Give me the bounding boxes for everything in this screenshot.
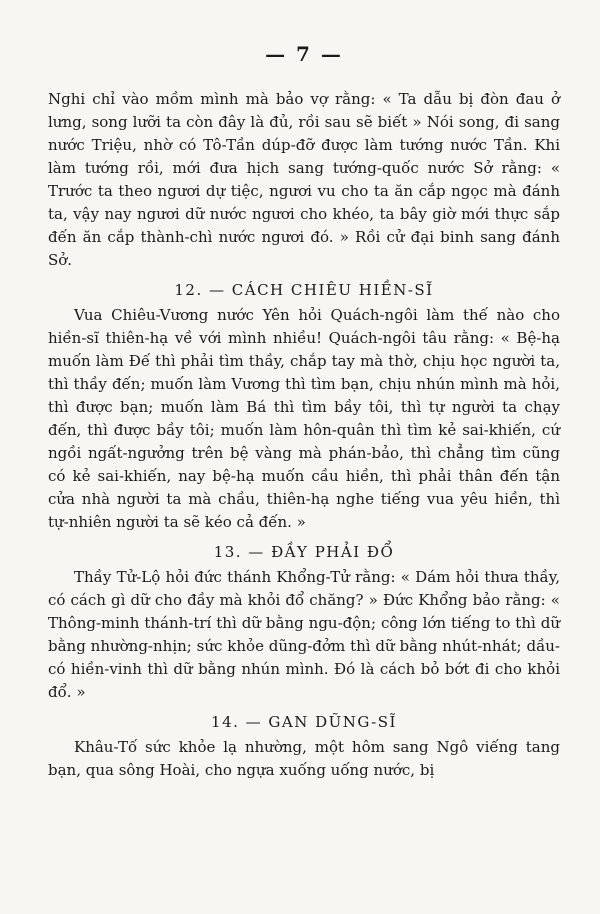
paragraph-section-12: Vua Chiêu-Vương nước Yên hỏi Quách-ngôi làm thế nào cho hiền-sĩ thiên-hạ về với mình nhiều! Quách-ngôi tâu rằng: « Bệ-hạ muốn làm Đế thì phải tìm thầy, chắp tay mà thờ, chịu học người ta, thì thầy đến; muốn làm Vương thì tìm bạn, chịu nhún mình mà hỏi, thì được bạn; muốn làm Bá thì tìm bầy tôi, thì tự người ta chạy đến, thì được bầy tôi; muốn làm hôn-quân thì tìm kẻ sai-khiến, cứ ngồi ngất-ngưởng trên bệ vàng mà phán-bảo, thì chẳng tìm cũng có kẻ sai-khiến, nay bệ-hạ muốn cầu hiền, thì phải thân đến tận cửa nhà người ta mà chầu, thiên-hạ nghe tiếng vua yêu hiền, thì tự-nhiên người ta sẽ kéo cả đến. » — [48, 306, 560, 531]
paragraph-section-14: Khâu-Tố sức khỏe lạ nhường, một hôm sang Ngô viếng tang bạn, qua sông Hoài, cho ngựa xuống uống nước, bị — [48, 738, 560, 779]
section-heading-14: 14. — GAN DŨNG-SĨ — [211, 713, 397, 731]
page-number: — 7 — — [265, 42, 343, 66]
paragraph-section-13: Thầy Tử-Lộ hỏi đức thánh Khổng-Tử rằng: « Dám hỏi thưa thầy, có cách gì dữ cho đầy mà khỏi đổ chăng? » Đức Khổng bảo rằng: « Thông-minh thánh-trí thì dữ bằng ngu-độn; công lớn tiếng to thì dữ bằng nhường-nhịn; sức khỏe dũng-đởm thì dữ bằng nhút-nhát; dầu-có hiền-vinh thì dữ bằng nhún mình. Đó là cách bỏ bớt đi cho khỏi đổ. » — [48, 568, 560, 701]
section-heading-13: 13. — ĐẦY PHẢI ĐỔ — [213, 543, 395, 561]
paragraph-continued: Nghi chỉ vào mồm mình mà bảo vợ rằng: « Ta dẫu bị đòn đau ở lưng, song lưỡi ta còn đây là đủ, rồi sau sẽ biết » Nói song, đi sang nước Triệu, nhờ có Tô-Tần dúp-đỡ được làm tướng nước Tần. Khi làm tướng rồi, mới đưa hịch sang tướng-quốc nước Sở rằng: « Trước ta theo ngươi dự tiệc, ngươi vu cho ta ăn cắp ngọc mà đánh ta, vậy nay ngươi dữ nước ngươi cho khéo, ta bây giờ mới thực sắp đến ăn cắp thành-chì nước ngươi đó. » Rồi cử đại binh sang đánh Sở. — [48, 90, 560, 269]
section-heading-12: 12. — CÁCH CHIÊU HIỀN-SĨ — [174, 281, 434, 299]
